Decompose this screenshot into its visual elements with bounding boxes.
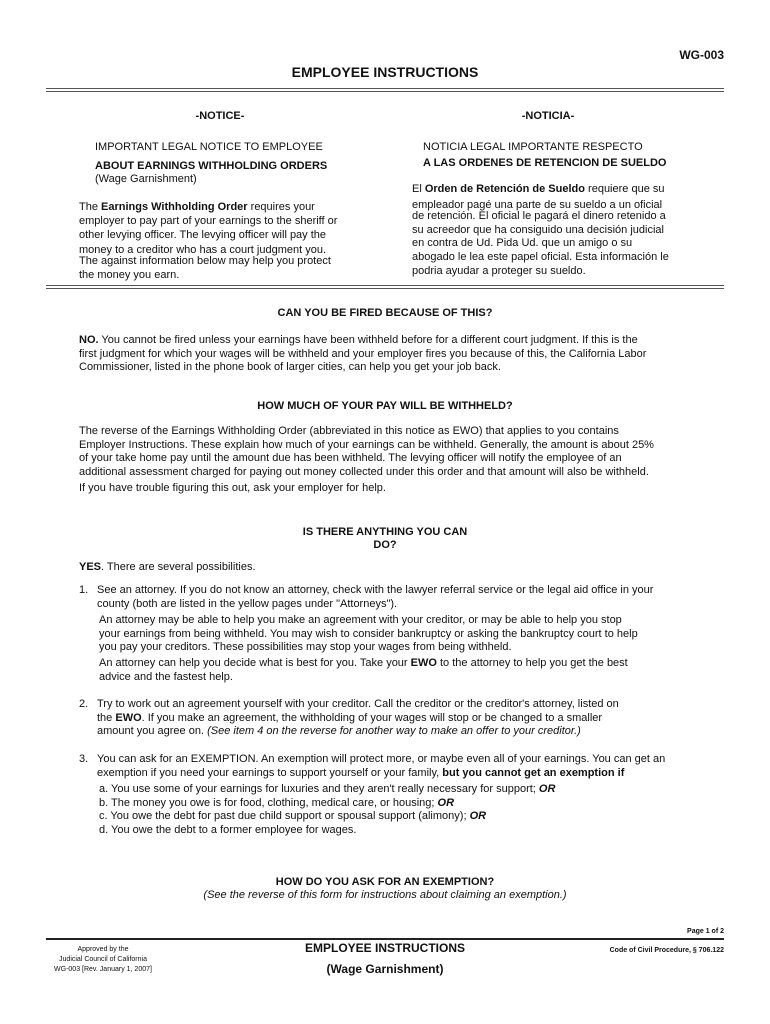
divider: [46, 288, 724, 289]
item-3-number: 3.: [79, 753, 89, 765]
exemption-item-d: d. You owe the debt to a former employee for wages.: [99, 823, 357, 836]
exemption-item-b: b. The money you owe is for food, clothing, medical care, or housing; OR: [99, 796, 455, 809]
fired-heading: CAN YOU BE FIRED BECAUSE OF THIS?: [277, 307, 493, 319]
notice-line1: IMPORTANT LEGAL NOTICE TO EMPLOYEE: [95, 141, 323, 153]
withheld-help: If you have trouble figuring this out, ask your employer for help.: [79, 482, 386, 494]
notice-line2: ABOUT EARNINGS WITHHOLDING ORDERS: [95, 160, 328, 172]
notice-line3: (Wage Garnishment): [95, 173, 197, 185]
item-3: You can ask for an EXEMPTION. An exemption will protect more, or maybe even all of your earnings. You can get an exemption if you need your earnings to support yourself or your family, but you cannot get an exemption if: [97, 753, 666, 779]
item-1-paragraph-3: An attorney can help you decide what is best for you. Take your EWO to the attorney to help you get the best advice and the fastest help.: [99, 657, 628, 683]
approval-block: Approved by the Judicial Council of California WG-003 [Rev. January 1, 2007]: [54, 946, 152, 973]
fired-paragraph: NO. You cannot be fired unless your earnings have been withheld before for a different court judgment. If this is the first judgment for which your wages will be withheld and your employer fires you because of this, the California Labor Commissioner, listed in the phone book of larger cities, can help you get your job back.: [79, 334, 647, 373]
exemption-list: [99, 783, 699, 837]
item-1-paragraph-2: An attorney may be able to help you make an agreement with your creditor, or may be able to help you stop your earnings from being withheld. You may wish to consider bankruptcy or asking the bankruptcy court to help you pay your creditors. These possibilities may stop your wages from being withheld.: [99, 614, 638, 653]
withheld-paragraph: The reverse of the Earnings Withholding Order (abbreviated in this notice as EWO) that applies to you contains Employer Instructions. These explain how much of your earnings can be withheld. Generally, the amount is about 25% of your take home pay until the amount due has been withheld. The levying officer will notify the employee of an additional assessment charged for paying out money collected under this order and that amount will also be withheld.: [79, 425, 654, 478]
notice-paragraph-1: The Earnings Withholding Order requires your employer to pay part of your earnings to the sheriff or other levying officer. The levying officer will pay the money to a creditor who has a court judgment you.: [79, 201, 338, 256]
item-1-number: 1.: [79, 584, 89, 596]
exemption-item-a: a. You use some of your earnings for luxuries and they aren't really necessary for support; OR: [99, 783, 556, 795]
noticia-line2: A LAS ORDENES DE RETENCION DE SUELDO: [423, 157, 667, 169]
form-number: WG-003: [679, 48, 724, 62]
footer-subtitle: (Wage Garnishment): [326, 962, 444, 976]
ask-exemption-subtitle: (See the reverse of this form for instructions about claiming an exemption.): [203, 889, 567, 901]
noticia-paragraph-2: abogado le lea este papel oficial. Esta información le podria ayudar a proteger su sueldo.: [412, 251, 669, 277]
footer-title: EMPLOYEE INSTRUCTIONS: [304, 941, 465, 955]
item-2: Try to work out an agreement yourself with your creditor. Call the creditor or the creditor's attorney, listed on the EWO. If you make an agreement, the withholding of your wages will stop or be changed to a smaller amount you agree on. (See item 4 on the reverse for another way to make an offer to your creditor.): [97, 698, 619, 737]
divider: [46, 88, 724, 89]
item-1: See an attorney. If you do not know an attorney, check with the lawyer referral service or the legal aid office in your county (both are listed in the yellow pages under "Attorneys").: [97, 584, 654, 610]
exemption-item-c: c. You owe the debt for past due child support or spousal support (alimony); OR: [99, 810, 487, 822]
divider: [46, 285, 724, 286]
item-2-number: 2.: [79, 698, 89, 710]
code-reference: Code of Civil Procedure, § 706.122: [609, 947, 724, 954]
noticia-paragraph-1: El Orden de Retención de Sueldo requiere que su empleador pagé una parte de su sueldo a un oficial de retención. El oficial le pagará el dinero retenido a su acreedor que ha consiguido una decisión judicial en contra de Ud. Pida Ud. que un amigo o su: [412, 183, 666, 249]
notice-paragraph-2: The against information below may help you protect the money you earn.: [79, 255, 331, 281]
noticia-heading: -NOTICIA-: [521, 110, 575, 122]
noticia-line1: NOTICIA LEGAL IMPORTANTE RESPECTO: [423, 141, 643, 153]
ask-exemption-heading: HOW DO YOU ASK FOR AN EXEMPTION?: [275, 876, 495, 888]
footer-divider: [46, 938, 724, 940]
page-title: EMPLOYEE INSTRUCTIONS: [291, 64, 479, 80]
page-number: Page 1 of 2: [687, 928, 724, 935]
withheld-heading: HOW MUCH OF YOUR PAY WILL BE WITHHELD?: [257, 400, 513, 412]
anything-heading: IS THERE ANYTHING YOU CAN DO?: [302, 526, 468, 551]
notice-heading: -NOTICE-: [195, 110, 245, 122]
divider: [46, 91, 724, 92]
yes-line: YES. There are several possibilities.: [79, 561, 256, 573]
